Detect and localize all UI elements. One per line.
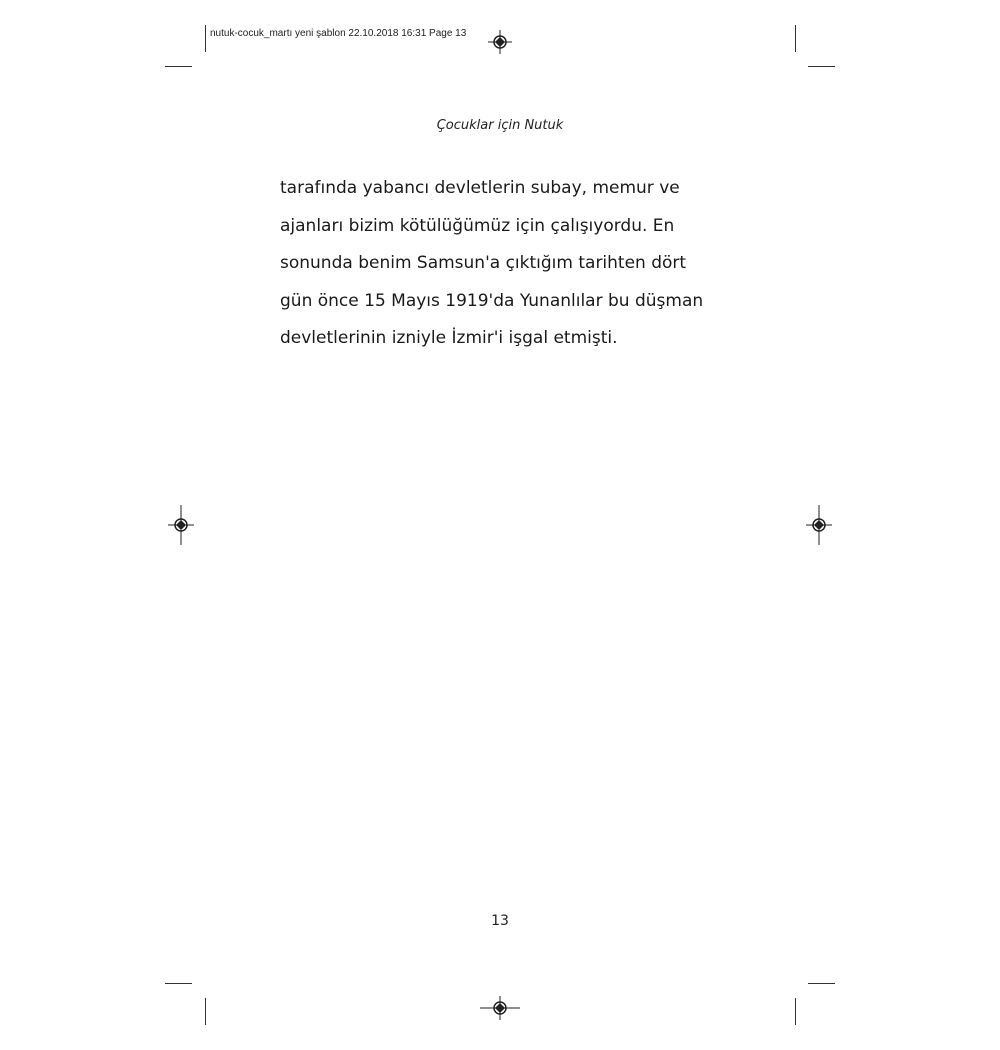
body-line: tarafında yabancı devletlerin subay, memur ve — [280, 178, 680, 198]
body-line: devletlerinin izniyle İzmir'i işgal etmişti. — [280, 328, 618, 348]
registration-mark-left-icon — [168, 505, 194, 545]
body-line: gün önce 15 Mayıs 1919'da Yunanlılar bu düşman — [280, 290, 704, 311]
crop-mark-bottom-left-horizontal — [165, 983, 192, 984]
registration-mark-top-icon — [488, 30, 512, 54]
registration-mark-right-icon — [806, 505, 832, 545]
running-head: Çocuklar için Nutuk — [436, 118, 564, 133]
body-line: ajanları bizim kötülüğümüz için çalışıyordu. En — [280, 215, 675, 236]
crop-mark-bottom-right-vertical — [795, 998, 796, 1025]
crop-mark-bottom-left-vertical — [205, 998, 206, 1025]
registration-mark-bottom-icon — [480, 996, 520, 1020]
crop-mark-bottom-right-horizontal — [808, 983, 835, 984]
crop-mark-top-right-vertical — [795, 25, 796, 52]
print-slug: nutuk-cocuk_martı yeni şablon 22.10.2018 16:31 Page 13 — [210, 28, 467, 39]
crop-mark-top-right-horizontal — [808, 66, 835, 67]
body-paragraph — [280, 170, 740, 358]
body-line: sonunda benim Samsun'a çıktığım tarihten dört — [280, 253, 687, 273]
crop-mark-top-left-vertical — [205, 25, 206, 52]
page-number: 13 — [491, 913, 509, 929]
crop-mark-top-left-horizontal — [165, 66, 192, 67]
